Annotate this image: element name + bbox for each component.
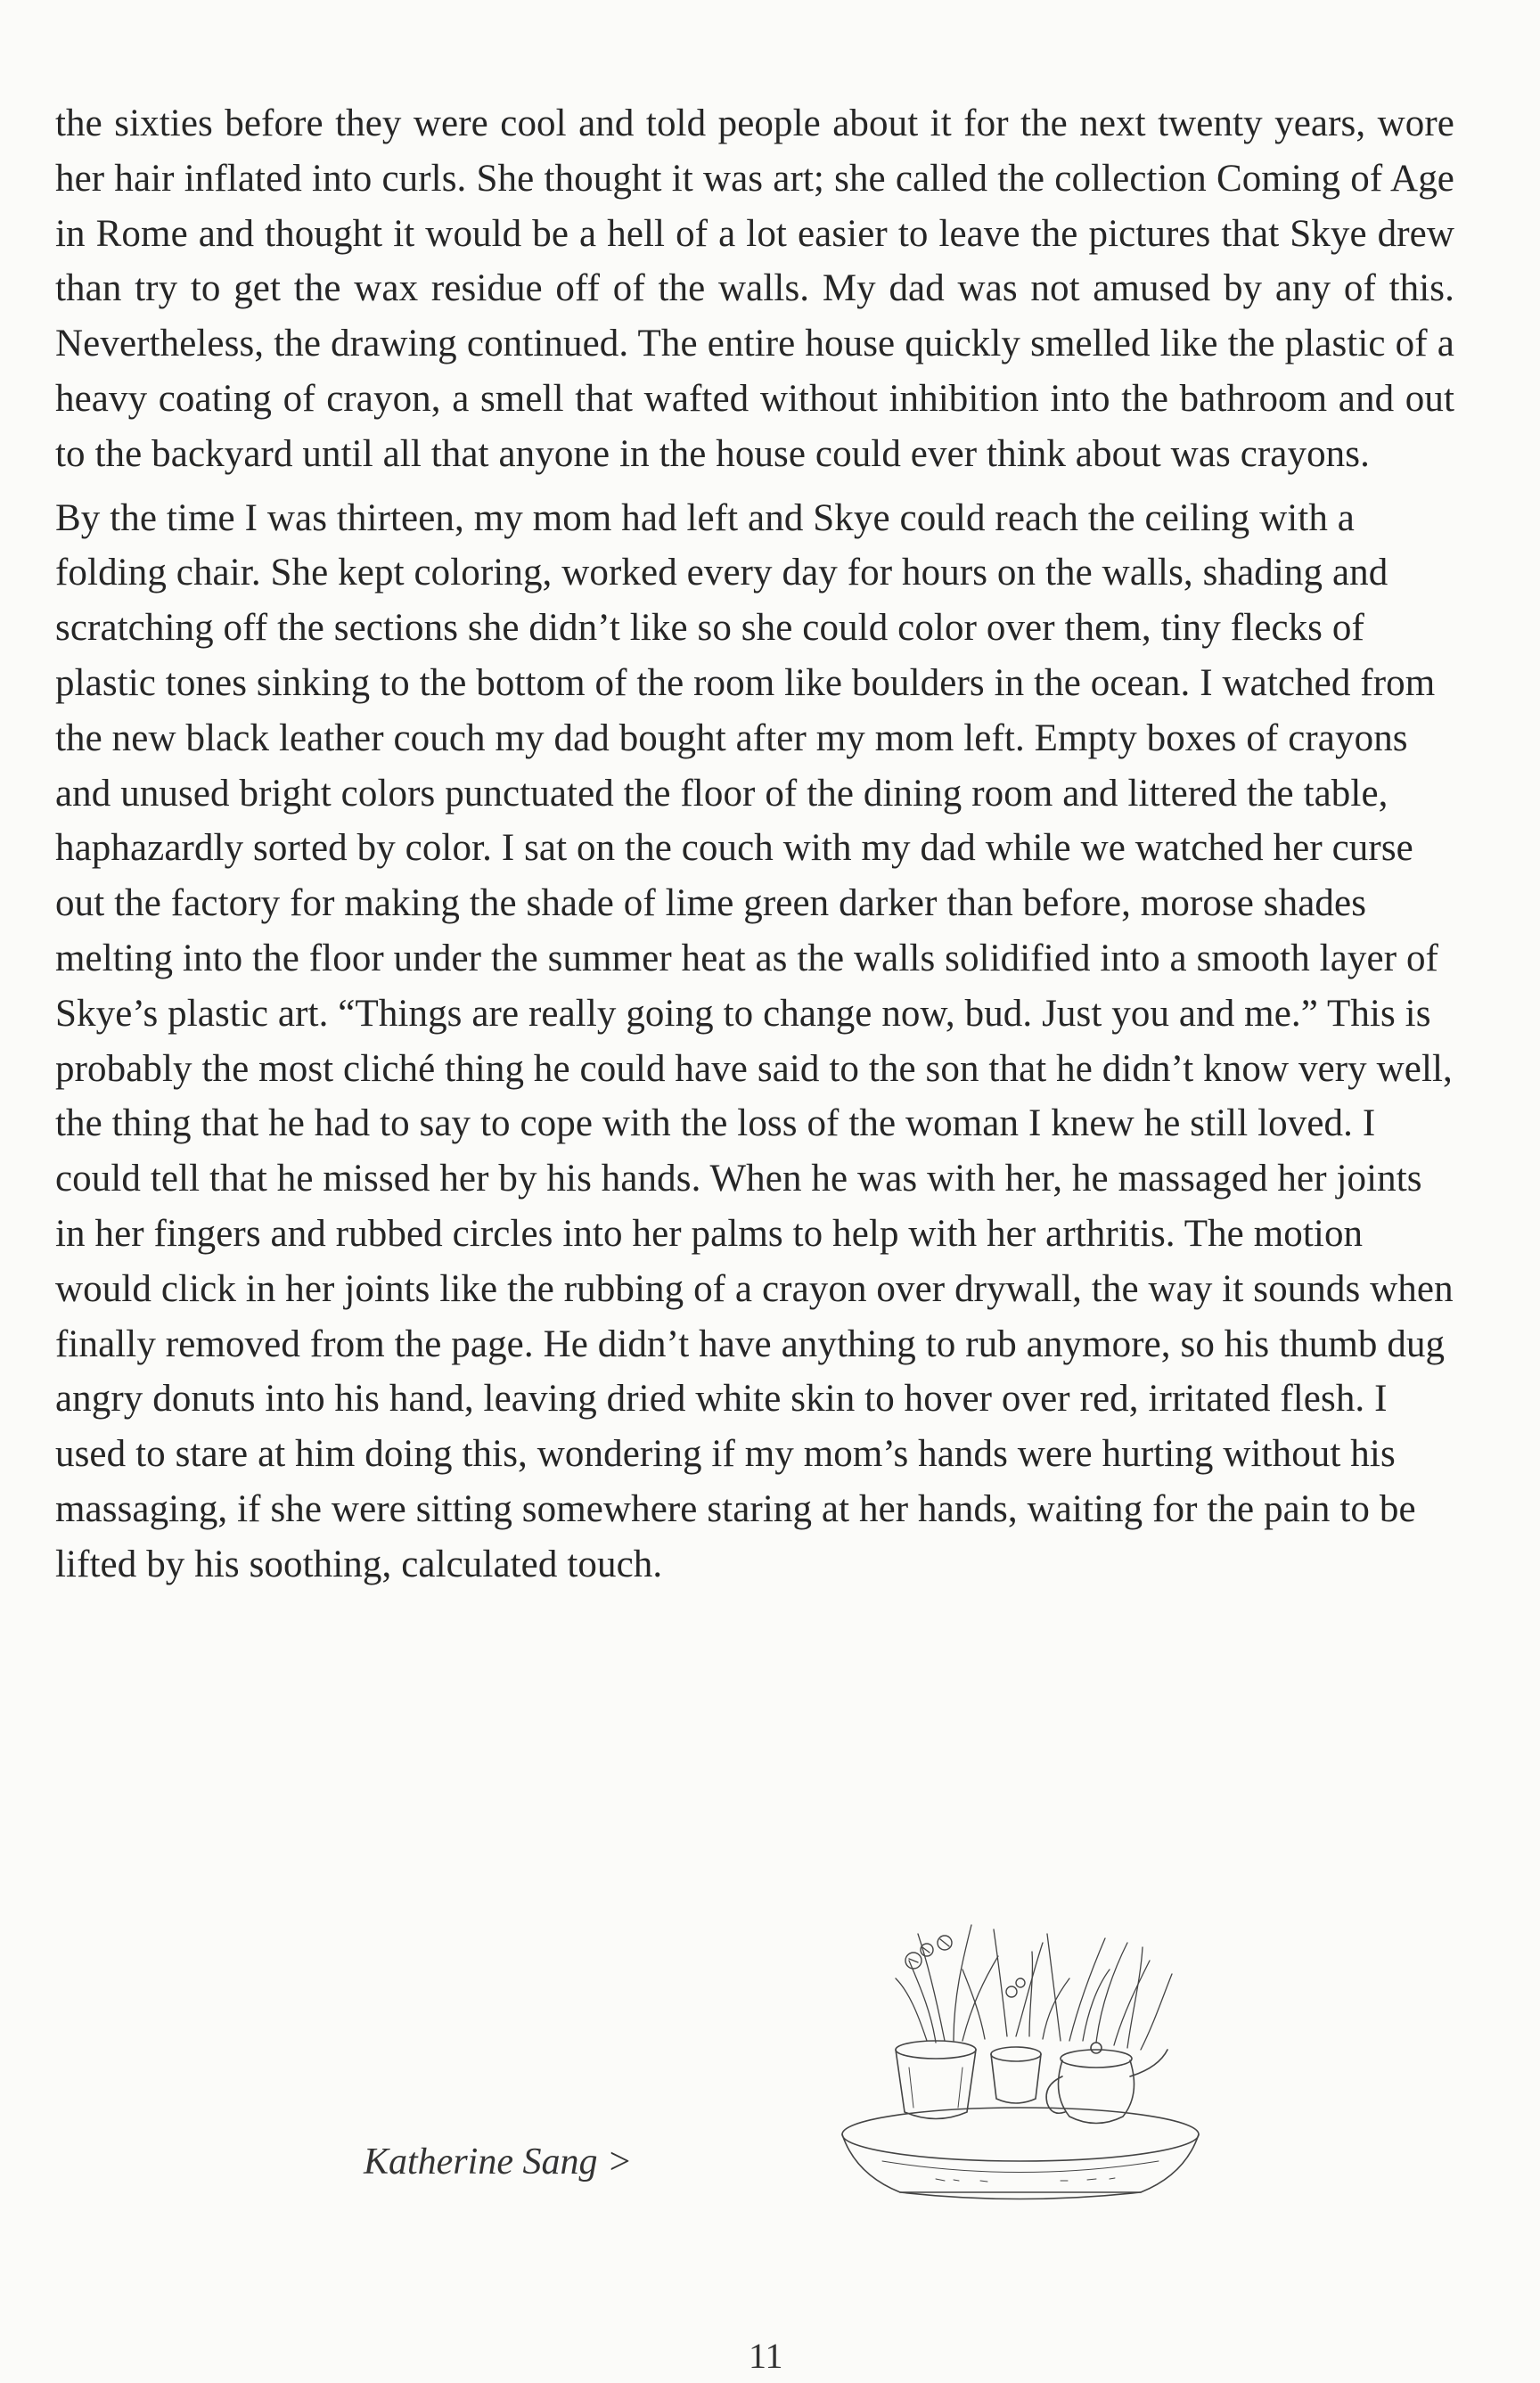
paragraph-1: the sixties before they were cool and told people about it for the next twenty years, wore her hair inflated into curls. She thought it was art; she called the collection Coming of Age in Rome and thought it would be a hell of a lot easier to leave the pictures that Skye drew than try to get the wax residue off of the walls. My dad was not amused by any of this. Nevertheless, the drawing continued. The entire house quickly smelled like the plastic of a heavy coating of crayon, a smell that wafted without inhibition into the bathroom and out to the backyard until all that anyone in the house could ever think about was crayons. [55,102,1454,475]
middle-pot [991,2047,1041,2103]
left-pot [896,2041,976,2119]
basin [842,2108,1199,2199]
potted-plants-sketch-icon [829,1907,1212,2210]
flowers [905,1936,1025,1997]
paragraph-2: By the time I was thirteen, my mom had left and Skye could reach the ceiling with a folding chair. She kept coloring, worked every day for hours on the walls, shading and scratching off the sections she didn’t like so she could color over them, tiny flecks of plastic tones sinking to the bottom of the room like boulders in the ocean. I watched from the new black leather couch my dad bought after my mom left. Empty boxes of crayons and unused bright colors punctuated the floor of the dining room and littered the table, haphazardly sorted by color. I sat on the couch with my dad while we watched her curse out the factory for making the shade of lime green darker than before, morose shades melting into the floor under the summer heat as the walls solidified into a smooth layer of Skye’s plastic art. “Things are really going to change now, bud. Just you and me.” This is probably the most cliché thing he could have said to the son that he didn’t know very well, the thing that he had to say to cope with the loss of the woman I knew he still loved. I could tell that he missed her by his hands. When he was with her, he massaged her joints in her fingers and rubbed circles into her palms to help with her arthritis. The motion would click in her joints like the rubbing of a crayon over drywall, the way it sounds when finally removed from the page. He didn’t have anything to rub anymore, so his thumb dug angry donuts into his hand, leaving dried white skin to hover over red, irritated flesh. I used to stare at him doing this, wondering if my mom’s hands were hurting without his massaging, if she were sitting somewhere staring at her hands, waiting for the pain to be lifted by his soothing, calculated touch. [55,496,1454,1585]
article-body [55,96,1454,1601]
illustration-credit: Katherine Sang > [364,2141,633,2182]
page-number: 11 [749,2336,783,2376]
